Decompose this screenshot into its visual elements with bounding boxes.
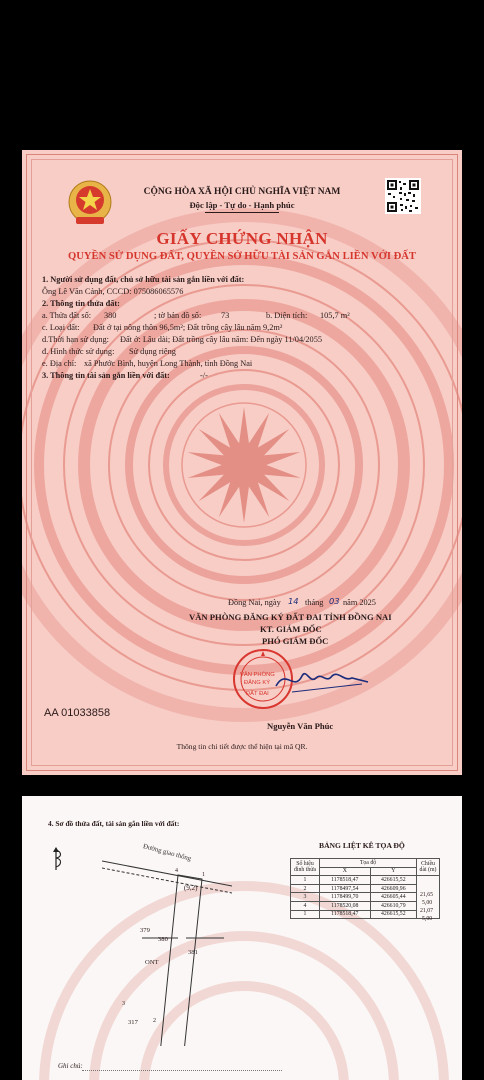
map-sheet-value: 73 [221, 311, 230, 320]
vertex-1: 1 [202, 872, 205, 878]
plan-heading: 4. Sơ đồ thửa đất, tài sản gắn liền với đất: [48, 819, 180, 828]
vertex-4: 4 [175, 868, 178, 874]
motto-underline [205, 212, 279, 213]
signer-name: Nguyễn Văn Phúc [267, 721, 334, 731]
kt-director: KT. GIÁM ĐỐC [260, 624, 322, 634]
notes-label: Ghi chú: [58, 1062, 83, 1070]
coordinate-table [290, 858, 440, 919]
segment-length-2: 5,00 [422, 900, 433, 906]
area-value: 105,7 m² [320, 311, 350, 320]
segment-length-3: 21,07 [420, 908, 434, 914]
table-row [291, 901, 440, 910]
land-type-code: ONT [145, 959, 159, 966]
col-y-header: Y [370, 867, 416, 876]
notes-line [82, 1070, 282, 1071]
certificate-page [22, 150, 462, 775]
row-point: 1 [291, 876, 320, 885]
parcel-plan-page [22, 796, 462, 1080]
parcel-number-label: a. Thửa đất số: [42, 311, 92, 320]
usage-form-label: đ. Hình thức sử dụng: [42, 347, 115, 356]
certificate-subtitle: QUYỀN SỬ DỤNG ĐẤT, QUYỀN SỞ HỮU TÀI SẢN GẮN LIỀN VỚI ĐẤT [68, 251, 416, 262]
parcel-bottom-number: 317 [128, 1019, 138, 1026]
col-point-header: Số hiệu đỉnh thửa [291, 859, 320, 876]
coordinate-table-title: BẢNG LIỆT KÊ TỌA ĐỘ [319, 841, 405, 850]
table-row [291, 893, 440, 902]
section1-heading: 1. Người sử dụng đất, chủ sở hữu tài sản gắn liền với đất: [42, 275, 245, 284]
row-x: 1178518,47 [320, 910, 371, 919]
parcel-center-number: 380 [158, 936, 168, 943]
parcel-right-number: 381 [188, 949, 198, 956]
issuing-office: VĂN PHÒNG ĐĂNG KÝ ĐẤT ĐAI TỈNH ĐỒNG NAI [189, 612, 392, 622]
parcel-drawing [102, 856, 232, 1046]
row-point: 2 [291, 884, 320, 893]
vertex-2: 2 [153, 1018, 156, 1024]
date-month-label: tháng [305, 598, 324, 607]
date-month: 03 [329, 596, 340, 606]
row-y: 426605,44 [370, 893, 416, 902]
road-label: Đường giao thông [142, 843, 192, 863]
plan-watermark [22, 796, 462, 1080]
col-length-header: Chiều dài (m) [417, 859, 440, 876]
row-y: 426609,96 [370, 884, 416, 893]
owner-line: Ông Lê Văn Cảnh, CCCD: 075086065576 [42, 287, 184, 296]
section3-value: -/- [200, 371, 208, 380]
table-row [291, 910, 440, 919]
term-value: Đất ở: Lâu dài; Đất trồng cây lâu năm: Đến ngày 11/04/2055 [120, 335, 323, 344]
row-length [417, 876, 440, 885]
row-x: 1178499,70 [320, 893, 371, 902]
north-arrow-icon [49, 847, 63, 871]
serial-number: AA 01033858 [44, 707, 111, 719]
usage-form-value: Sử dụng riêng [129, 347, 176, 356]
row-y: 426610,79 [370, 901, 416, 910]
date-place: Đồng Nai, ngày [228, 598, 281, 607]
section3-heading: 3. Thông tin tài sản gắn liền với đất: [42, 371, 170, 380]
row-x: 1178518,47 [320, 876, 371, 885]
map-sheet-label: ; tờ bản đồ số: [154, 311, 202, 320]
address-label: e. Địa chỉ: [42, 359, 77, 368]
segment-length-1: 21,65 [420, 892, 434, 898]
qr-note: Thông tin chi tiết được thể hiện tại mã QR. [176, 742, 308, 751]
row-point: 1 [291, 910, 320, 919]
vertex-3: 3 [122, 1001, 125, 1007]
date-day: 14 [288, 596, 299, 606]
term-label: d.Thời hạn sử dụng: [42, 335, 109, 344]
seal-line-1: VĂN PHÒNG [240, 672, 275, 678]
land-type-label: c. Loại đất: [42, 323, 80, 332]
country-name: CỘNG HÒA XÃ HỘI CHỦ NGHĨA VIỆT NAM [143, 187, 341, 197]
col-coords-header: Tọa độ [320, 859, 417, 868]
row-point: 4 [291, 901, 320, 910]
row-y: 426615,52 [370, 876, 416, 885]
row-y: 426615,52 [370, 910, 416, 919]
row-x: 1178497,54 [320, 884, 371, 893]
land-type-value: Đất ở tại nông thôn 96,5m²; Đất trồng cây lâu năm 9,2m² [93, 323, 283, 332]
row-x: 1178520,08 [320, 901, 371, 910]
row-point: 3 [291, 893, 320, 902]
seal-line-2: ĐĂNG KÝ [244, 680, 271, 686]
parcel-left-number: 379 [140, 927, 150, 934]
col-x-header: X [320, 867, 371, 876]
parcel-number-value: 380 [104, 311, 117, 320]
segment-length-4: 5,00 [422, 916, 433, 922]
certificate-title: GIẤY CHỨNG NHẬN [156, 229, 328, 248]
area-label: b. Diện tích: [266, 311, 308, 320]
seal-line-3: ĐẤT ĐAI [246, 691, 269, 697]
dimension-label: (9,2) [184, 884, 198, 892]
handwritten-signature [272, 662, 372, 698]
table-row [291, 884, 440, 893]
deputy-director: PHÓ GIÁM ĐỐC [262, 636, 329, 646]
national-motto: Độc lập - Tự do - Hạnh phúc [189, 200, 295, 210]
section2-heading: 2. Thông tin thửa đất: [42, 299, 120, 308]
table-row [291, 876, 440, 885]
date-year: năm 2025 [343, 598, 376, 607]
address-value: xã Phước Bình, huyện Long Thành, tỉnh Đồng Nai [84, 359, 253, 368]
